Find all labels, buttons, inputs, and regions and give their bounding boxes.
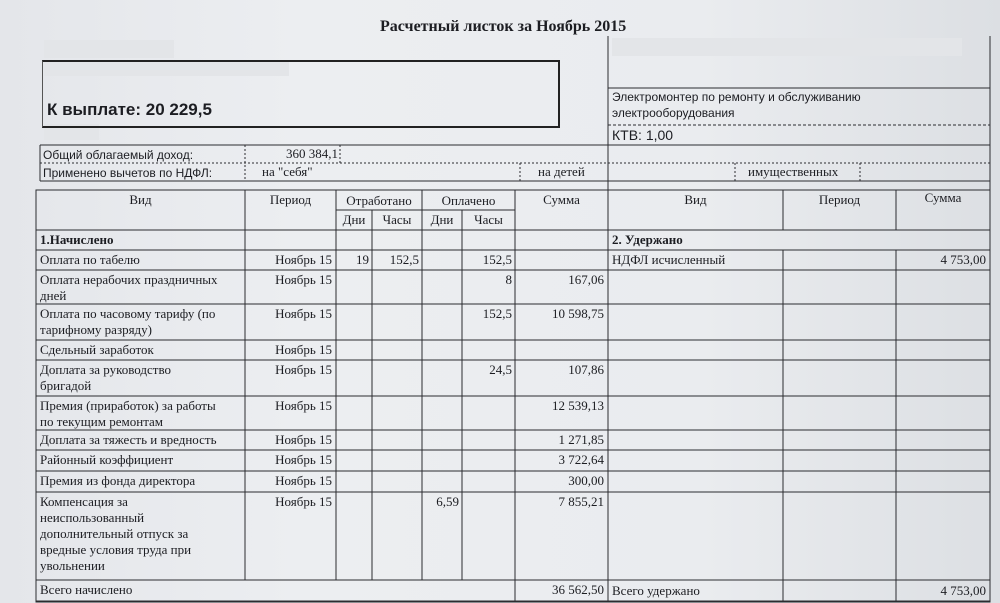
- accrual-ph: 152,5: [482, 252, 512, 267]
- ktb-coefficient: КТВ: 1,00: [612, 127, 674, 143]
- job-position-line1: Электромонтер по ремонту и обслуживанию: [612, 90, 861, 104]
- deduction-property: имущественных: [748, 164, 839, 179]
- accrual-name-line: Доплата за тяжесть и вредность: [40, 432, 217, 447]
- accrual-name-line: Премия из фонда директора: [40, 473, 196, 488]
- accrual-name-line: бригадой: [40, 378, 92, 393]
- accrual-name-line: Оплата по часовому тарифу (по: [40, 306, 216, 321]
- accrual-period: Ноябрь 15: [275, 473, 332, 488]
- accrual-name-line: Премия (приработок) за работы: [40, 398, 216, 413]
- accrual-period: Ноябрь 15: [275, 272, 332, 287]
- accrual-name-line: Районный коэффициент: [40, 452, 174, 467]
- accrual-name: [40, 494, 244, 574]
- header-paid: Оплачено: [441, 193, 496, 208]
- accrual-sum: 167,06: [568, 272, 604, 287]
- accrual-name-line: Оплата по табелю: [40, 252, 140, 267]
- accrual-sum: 1 271,85: [558, 432, 604, 447]
- accrual-ph: 24,5: [489, 362, 512, 377]
- accrual-name: [40, 398, 244, 430]
- accrual-period: Ноябрь 15: [275, 494, 332, 509]
- header-worked: Отработано: [346, 193, 412, 208]
- document-title: Расчетный листок за Ноябрь 2015: [380, 18, 627, 35]
- accrual-name: [40, 362, 244, 394]
- total-accrued-sum: 36 562,50: [552, 582, 604, 597]
- accrual-period: Ноябрь 15: [275, 306, 332, 321]
- taxable-income-value: 360 384,1: [286, 146, 338, 161]
- deduction-children: на детей: [538, 164, 585, 179]
- header-period: Период: [269, 192, 312, 207]
- accrual-period: Ноябрь 15: [275, 252, 332, 267]
- accrual-sum: 7 855,21: [558, 494, 604, 509]
- header-sum-withheld: Сумма: [924, 190, 962, 205]
- accrual-name-line: вредные условия труда при: [40, 542, 192, 557]
- header-period-withheld: Период: [818, 192, 861, 207]
- accrual-ph: 152,5: [482, 306, 512, 321]
- accrual-name-line: дней: [40, 288, 67, 303]
- header-vid: Вид: [129, 192, 152, 207]
- accrual-sum: 3 722,64: [558, 452, 604, 467]
- accrual-sum: 12 539,13: [552, 398, 604, 413]
- header-worked-hours: Часы: [382, 212, 412, 227]
- tax-deductions-label: Применено вычетов по НДФЛ:: [43, 166, 213, 180]
- job-position-line2: электрооборудования: [612, 106, 735, 120]
- accrual-name: [40, 432, 244, 448]
- accrual-name: [40, 473, 244, 489]
- accrual-sum: 300,00: [568, 473, 604, 488]
- accrual-wd: 19: [356, 252, 369, 267]
- header-vid-withheld: Вид: [684, 192, 707, 207]
- accrual-sum: 10 598,75: [552, 306, 604, 321]
- accrual-name-line: увольнении: [40, 558, 105, 573]
- withholding-sum: 4 753,00: [940, 252, 986, 267]
- accrual-period: Ноябрь 15: [275, 452, 332, 467]
- header-paid-days: Дни: [430, 212, 454, 227]
- header-worked-days: Дни: [342, 212, 366, 227]
- accrual-period: Ноябрь 15: [275, 432, 332, 447]
- accrual-name-line: Доплата за руководство: [40, 362, 172, 377]
- accrual-name: [40, 252, 244, 268]
- accrual-name: [40, 452, 244, 468]
- accrual-sum: 107,86: [568, 362, 604, 377]
- accrual-period: Ноябрь 15: [275, 362, 332, 377]
- total-withheld-label: Всего удержано: [612, 583, 700, 598]
- accrual-period: Ноябрь 15: [275, 342, 332, 357]
- accrual-name-line: неиспользованный: [40, 510, 145, 525]
- total-accrued-label: Всего начислено: [40, 582, 133, 597]
- accrual-name-line: Оплата нерабочих праздничных: [40, 272, 218, 287]
- accrual-name: [40, 272, 244, 304]
- accrual-name-line: по текущим ремонтам: [40, 414, 164, 429]
- withholding-name: НДФЛ исчисленный: [612, 252, 726, 267]
- section-accrued: 1.Начислено: [40, 232, 114, 247]
- taxable-income-label: Общий облагаемый доход:: [43, 148, 194, 162]
- accrual-name-line: Сдельный заработок: [40, 342, 154, 357]
- accrual-wh: 152,5: [389, 252, 419, 267]
- accrual-name-line: дополнительный отпуск за: [40, 526, 189, 541]
- section-withheld: 2. Удержано: [612, 232, 683, 247]
- header-sum: Сумма: [543, 192, 580, 207]
- accrual-name: [40, 342, 244, 358]
- accrual-period: Ноябрь 15: [275, 398, 332, 413]
- accrual-ph: 8: [505, 272, 512, 287]
- payout-amount: К выплате: 20 229,5: [47, 100, 212, 119]
- total-withheld-sum: 4 753,00: [940, 583, 986, 598]
- deduction-self: на "себя": [262, 164, 313, 179]
- accrual-name-line: тарифному разряду): [40, 322, 153, 337]
- header-paid-hours: Часы: [474, 212, 503, 227]
- accrual-pd: 6,59: [436, 494, 459, 509]
- accrual-name-line: Компенсация за: [40, 494, 128, 509]
- accrual-name: [40, 306, 244, 338]
